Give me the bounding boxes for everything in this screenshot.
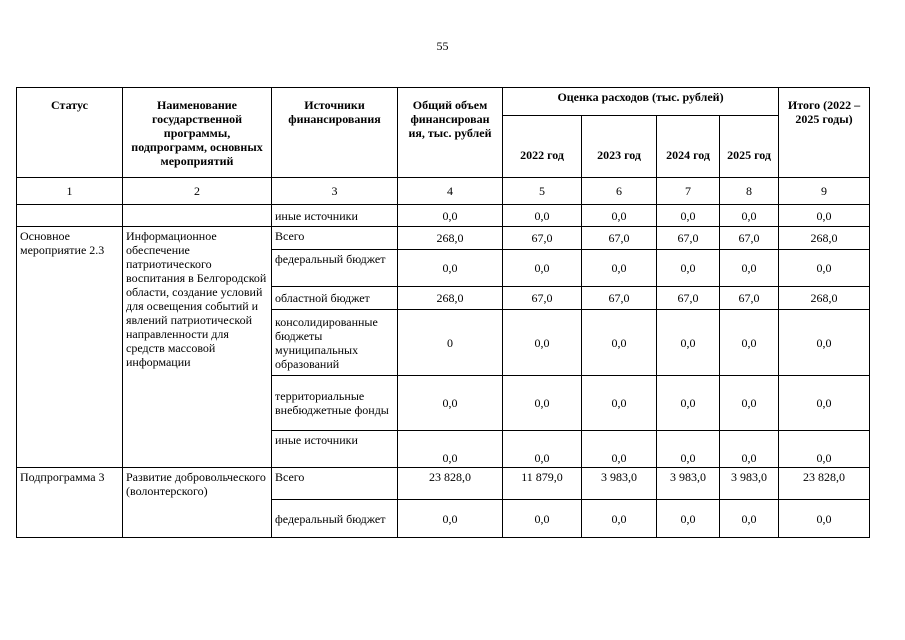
header-year-2024: 2024 год <box>657 116 720 178</box>
value-cell: 11 879,0 <box>503 468 582 500</box>
value-cell: 0,0 <box>720 205 779 227</box>
header-estimate: Оценка расходов (тыс. рублей) <box>503 88 779 116</box>
name-cell <box>123 205 272 227</box>
source-cell: федеральный бюджет <box>272 500 398 538</box>
status-cell: Основное мероприятие 2.3 <box>17 227 123 468</box>
table-row <box>17 205 870 227</box>
value-cell: 0,0 <box>720 310 779 376</box>
value-cell: 23 828,0 <box>398 468 503 500</box>
value-cell: 0,0 <box>398 250 503 287</box>
col-number: 3 <box>272 178 398 205</box>
value-cell: 0,0 <box>503 376 582 431</box>
source-cell: федеральный бюджет <box>272 250 398 287</box>
value-cell: 0,0 <box>582 376 657 431</box>
col-number: 6 <box>582 178 657 205</box>
value-cell: 0,0 <box>503 500 582 538</box>
source-cell: иные источники <box>272 205 398 227</box>
value-cell: 0,0 <box>582 310 657 376</box>
value-cell: 0,0 <box>720 376 779 431</box>
col-number: 7 <box>657 178 720 205</box>
col-number: 2 <box>123 178 272 205</box>
col-number: 1 <box>17 178 123 205</box>
value-cell: 0,0 <box>720 500 779 538</box>
source-cell: иные источники <box>272 431 398 468</box>
source-cell: областной бюджет <box>272 287 398 310</box>
value-cell: 0,0 <box>779 205 870 227</box>
value-cell: 67,0 <box>503 287 582 310</box>
value-cell: 0,0 <box>657 500 720 538</box>
value-cell: 0,0 <box>779 250 870 287</box>
value-cell: 0,0 <box>720 250 779 287</box>
header-year-2025: 2025 год <box>720 116 779 178</box>
col-number: 9 <box>779 178 870 205</box>
header-total-volume: Общий объем финансирован ия, тыс. рублей <box>398 88 503 178</box>
name-cell: Информационное обеспечение патриотического воспитания в Белгородской области, создание условий для освещения событий и явлений патриотической направленности для средств массовой информации <box>123 227 272 468</box>
value-cell: 3 983,0 <box>720 468 779 500</box>
value-cell: 0,0 <box>657 250 720 287</box>
col-number: 4 <box>398 178 503 205</box>
table-row <box>17 227 870 250</box>
value-cell: 0,0 <box>503 431 582 468</box>
source-cell: консолидированные бюджеты муниципальных образований <box>272 310 398 376</box>
value-cell: 0,0 <box>779 431 870 468</box>
value-cell: 67,0 <box>582 287 657 310</box>
header-year-2022: 2022 год <box>503 116 582 178</box>
value-cell: 67,0 <box>720 227 779 250</box>
value-cell: 0,0 <box>503 310 582 376</box>
value-cell: 3 983,0 <box>657 468 720 500</box>
header-status: Статус <box>17 88 123 178</box>
value-cell: 3 983,0 <box>582 468 657 500</box>
value-cell: 67,0 <box>503 227 582 250</box>
value-cell: 268,0 <box>398 227 503 250</box>
source-cell: территориальные внебюджетные фонды <box>272 376 398 431</box>
value-cell: 0,0 <box>657 310 720 376</box>
value-cell: 0,0 <box>582 500 657 538</box>
value-cell: 0,0 <box>398 376 503 431</box>
value-cell: 0,0 <box>720 431 779 468</box>
value-cell: 0,0 <box>657 431 720 468</box>
value-cell: 268,0 <box>779 287 870 310</box>
value-cell: 0 <box>398 310 503 376</box>
value-cell: 0,0 <box>398 500 503 538</box>
value-cell: 0,0 <box>779 310 870 376</box>
value-cell: 0,0 <box>582 431 657 468</box>
budget-table <box>16 87 870 538</box>
value-cell: 67,0 <box>720 287 779 310</box>
col-number: 5 <box>503 178 582 205</box>
value-cell: 268,0 <box>779 227 870 250</box>
value-cell: 67,0 <box>582 227 657 250</box>
value-cell: 67,0 <box>657 227 720 250</box>
source-cell: Всего <box>272 227 398 250</box>
name-cell: Развитие добровольческого (волонтерского) <box>123 468 272 538</box>
value-cell: 268,0 <box>398 287 503 310</box>
table-row <box>17 468 870 500</box>
source-cell: Всего <box>272 468 398 500</box>
status-cell: Подпрограмма 3 <box>17 468 123 538</box>
value-cell: 0,0 <box>398 431 503 468</box>
value-cell: 0,0 <box>582 205 657 227</box>
value-cell: 0,0 <box>779 500 870 538</box>
col-number: 8 <box>720 178 779 205</box>
value-cell: 0,0 <box>779 376 870 431</box>
value-cell: 0,0 <box>657 205 720 227</box>
value-cell: 0,0 <box>582 250 657 287</box>
column-numbers-row <box>17 178 870 205</box>
value-cell: 0,0 <box>503 205 582 227</box>
value-cell: 0,0 <box>503 250 582 287</box>
value-cell: 23 828,0 <box>779 468 870 500</box>
header-sources: Источники финансирования <box>272 88 398 178</box>
header-total: Итого (2022 – 2025 годы) <box>779 88 870 178</box>
value-cell: 0,0 <box>657 376 720 431</box>
header-name: Наименование государственной программы, подпрограмм, основных мероприятий <box>123 88 272 178</box>
value-cell: 0,0 <box>398 205 503 227</box>
value-cell: 67,0 <box>657 287 720 310</box>
header-year-2023: 2023 год <box>582 116 657 178</box>
status-cell <box>17 205 123 227</box>
page-number: 55 <box>436 39 449 53</box>
